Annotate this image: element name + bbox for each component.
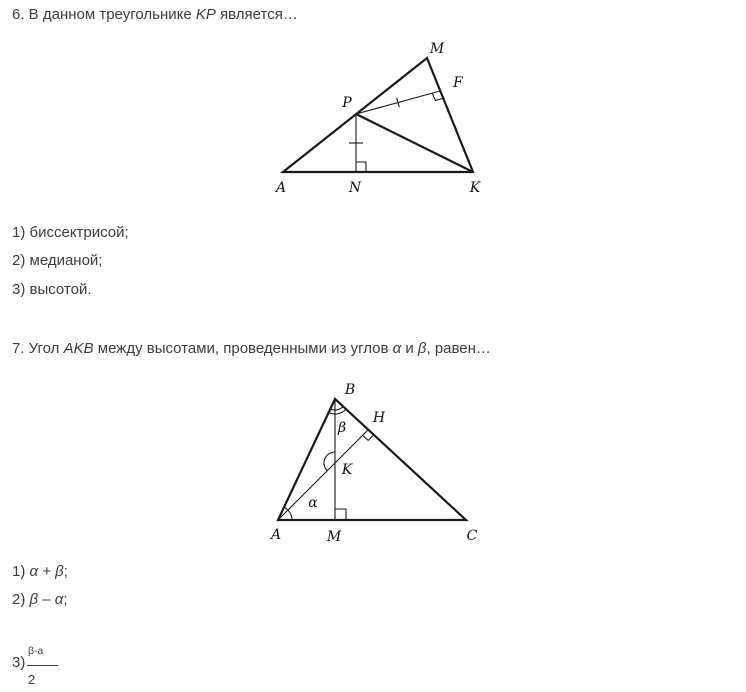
q7-angle-arc-A: [284, 507, 292, 520]
q7-title-beta: β: [417, 340, 427, 357]
q7-angle-arc-B-inner: [330, 406, 343, 410]
q7-title-text-2: между высотами, проведенными из углов: [93, 340, 393, 357]
q6-title-text-2: является…: [215, 6, 298, 23]
q7-option-3-fraction-denominator: 2: [28, 672, 36, 687]
q7-height-AH: [278, 430, 368, 520]
q7-option-1-prefix: 1): [12, 563, 30, 580]
q6-vertex-label-n: N: [348, 180, 362, 196]
q7-right-angle-mark-M: [335, 509, 346, 520]
q7-vertex-label-c: C: [466, 528, 478, 544]
q6-vertex-label-f: F: [453, 75, 463, 91]
q7-option-1-suffix: ;: [63, 563, 68, 580]
q7-option-1-expression: α + β: [29, 563, 64, 580]
q7-option-3-prefix: 3): [12, 654, 26, 671]
q7-option-2-expression: β – α: [29, 591, 64, 608]
q7-vertex-label-k: K: [341, 462, 353, 478]
q6-title-text-1: 6. В данном треугольнике: [12, 6, 196, 23]
q6-vertex-label-k: K: [469, 180, 481, 196]
q7-title-text-3: и: [401, 340, 418, 357]
q7-angle-label-alpha: α: [308, 495, 318, 511]
question7-title: [12, 340, 491, 357]
q6-right-angle-mark-F: [432, 93, 443, 100]
q7-option-3-fraction-bar: [27, 665, 58, 666]
q7-title-akb: AKB: [63, 340, 94, 357]
q6-right-angle-mark-N: [356, 162, 366, 172]
q6-vertex-label-m: M: [429, 41, 445, 57]
q7-option-2-prefix: 2): [12, 591, 30, 608]
q7-vertex-label-h: H: [372, 410, 386, 426]
q6-option-3: 3) высотой.: [12, 281, 92, 298]
q7-auxiliary-lines: [278, 399, 374, 520]
q7-vertex-label-a: A: [270, 527, 282, 543]
q6-triangle-sides: [283, 58, 473, 172]
q6-segment-PK: [356, 114, 473, 172]
q7-title-text-1: 7. Угол: [12, 340, 64, 357]
q6-triangle-outline: [283, 58, 473, 172]
q6-option-2: 2) медианой;: [12, 252, 103, 269]
q7-vertex-label-b: B: [344, 382, 356, 398]
q6-tick-mark-PF: [397, 98, 400, 108]
q7-title-text-4: , равен…: [426, 340, 491, 357]
q7-vertex-label-m: M: [326, 529, 342, 545]
q6-title-kp: KP: [195, 6, 216, 23]
q7-option-2-suffix: ;: [63, 591, 68, 608]
q7-title-alpha: α: [392, 340, 402, 357]
question6-title: [12, 6, 298, 23]
q7-option-2: [12, 591, 68, 608]
q7-option-1: [12, 563, 68, 580]
q7-right-angle-mark-H: [363, 435, 374, 440]
q6-vertex-label-a: A: [275, 180, 287, 196]
q6-segment-PF: [356, 91, 440, 114]
q7-angle-label-beta: β: [337, 420, 347, 436]
q7-angle-arc-B-outer: [329, 409, 347, 414]
q6-auxiliary-lines: [349, 91, 443, 172]
q7-option-3-fraction-numerator: β-a: [28, 645, 44, 657]
q7-angle-arc-K: [324, 452, 335, 471]
q6-vertex-label-p: P: [342, 95, 352, 111]
q6-option-1: 1) биссектрисой;: [12, 224, 129, 241]
